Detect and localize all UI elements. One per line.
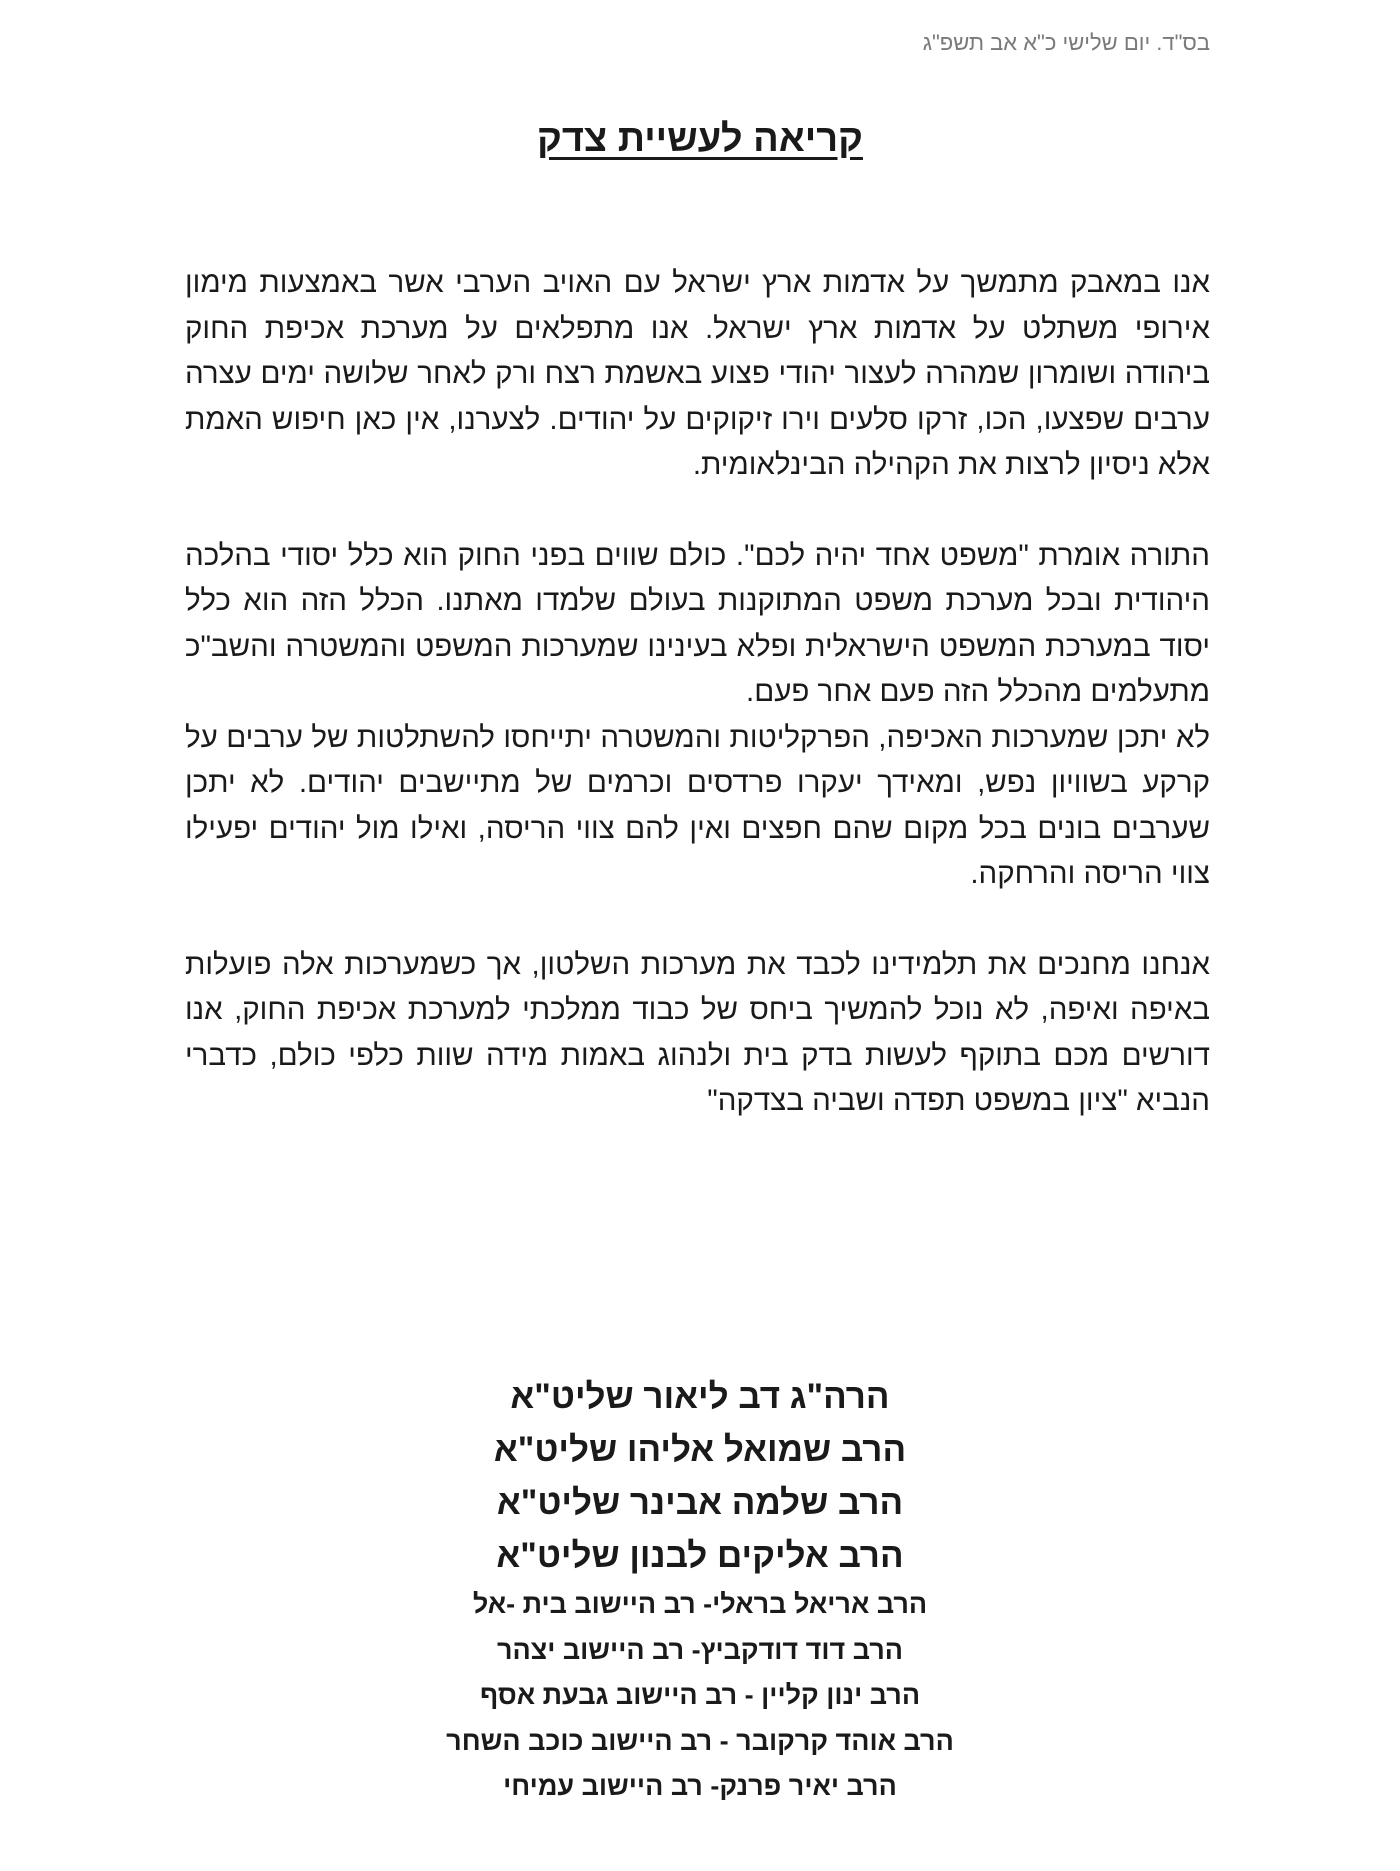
paragraph-4: אנחנו מחנכים את תלמידינו לכבד את מערכות השלטון, אך כשמערכות אלה פועלות באיפה ואיפה, לא נוכל להמשיך ביחס של כבוד ממלכתי למערכת אכיפת החוק, אנו דורשים מכם בתוקף לעשות בדק בית ולנהוג באמות מידה שוות כלפי כולם, כדברי הנביא "ציון במשפט תפדה ושביה בצדקה"	[185, 947, 1210, 1117]
paragraph-3: לא יתכן שמערכות האכיפה, הפרקליטות והמשטרה יתייחסו להשתלטות של ערבים על קרקע בשוויון נפש, ומאידך יעקרו פרדסים וכרמים של מתיישבים יהודים. לא יתכן שערבים בונים בכל מקום שהם חפצים ואין להם צווי הריסה, ואילו מול יהודים יפעילו צווי הריסה והרחקה.	[185, 720, 1210, 890]
signatory-major-4: הרב אליקים לבנון שליט"א	[496, 1536, 904, 1575]
page-title: קריאה לעשיית צדק	[537, 118, 863, 160]
signatory-minor-1: הרב אריאל בראלי- רב היישוב בית -אל	[472, 1589, 928, 1619]
signatory-major-2: הרב שמואל אליהו שליט"א	[493, 1430, 907, 1469]
signatory-minor-2: הרב דוד דודקביץ- רב היישוב יצהר	[496, 1634, 904, 1665]
signatory-major-1: הרה"ג דב ליאור שליט"א	[510, 1377, 890, 1416]
signatory-minor-4: הרב אוהד קרקובר - רב היישוב כוכב השחר	[446, 1725, 954, 1756]
signatory-minor-3: הרב ינון קליין - רב היישוב גבעת אסף	[479, 1680, 921, 1710]
paragraph-1: אנו במאבק מתמשך על אדמות ארץ ישראל עם האויב הערבי אשר באמצעות מימון אירופי משתלט על אדמות ארץ ישראל. אנו מתפלאים על מערכת אכיפת החוק ביהודה ושומרון שמהרה לעצור יהודי פצוע באשמת רצח ורק לאחר שלושה ימים עצרה ערבים שפצעו, הכו, זרקו סלעים וירו זיקוקים על יהודים. לצערנו, אין כאן חיפוש האמת אלא ניסיון לרצות את הקהילה הבינלאומית.	[185, 266, 1210, 481]
signatures-block	[0, 1370, 1400, 1810]
letter-body	[185, 260, 1210, 1124]
signatory-minor-5: הרב יאיר פרנק- רב היישוב עמיחי	[503, 1771, 897, 1801]
header-date: בס"ד. יום שלישי כ"א אב תשפ"ג	[922, 30, 1210, 55]
paragraph-2: התורה אומרת "משפט אחד יהיה לכם". כולם שווים בפני החוק הוא כלל יסודי בהלכה היהודית ובכל מערכת משפט המתוקנות בעולם שלמדו מאתנו. הכלל הזה הוא כלל יסוד במערכת המשפט הישראלית ופלא בעינינו שמערכות המשפט והמשטרה והשב"כ מתעלמים מהכלל הזה פעם אחר פעם.	[185, 538, 1210, 708]
signatory-major-3: הרב שלמה אבינר שליט"א	[496, 1483, 904, 1522]
